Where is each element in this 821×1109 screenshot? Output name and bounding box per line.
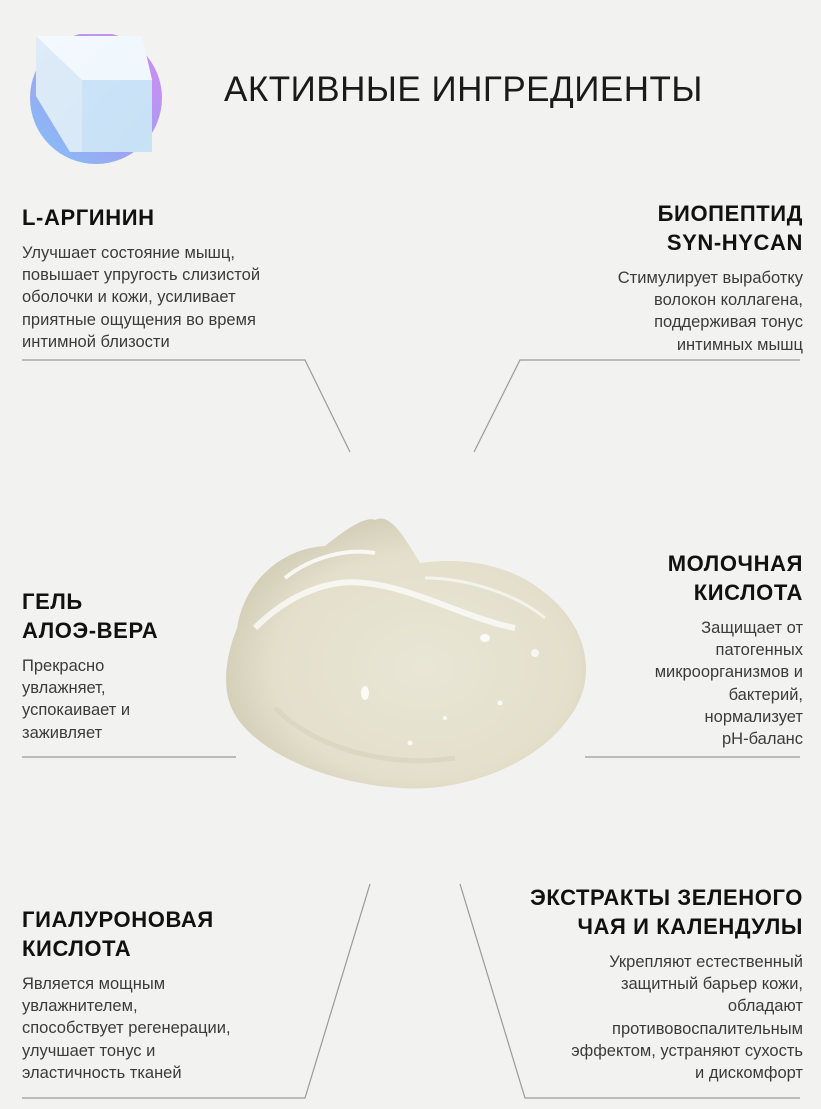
ingredient-description: Улучшает состояние мышц, повышает упругость слизистой оболочки и кожи, усиливает приятные ощущения во время интимной близости: [22, 244, 261, 351]
ingredient-heading: МОЛОЧНАЯ КИСЛОТА: [667, 551, 803, 605]
connector-line-l-arginine: [22, 360, 350, 452]
ingredient-description: Защищает от патогенных микроорганизмов и бактерий, нормализует pH-баланс: [654, 619, 803, 749]
ingredient-description: Является мощным увлажнителем, способствует регенерации, улучшает тонус и эластичность тканей: [22, 975, 231, 1082]
ingredient-lactic-acid: [543, 549, 803, 750]
ingredient-biopeptide: [503, 199, 803, 356]
ingredient-description: Укрепляют естественный защитный барьер кожи, обладают противовоспалительным эффектом, устраняют сухость и дискомфорт: [571, 953, 803, 1083]
page-title: АКТИВНЫЕ ИНГРЕДИЕНТЫ: [224, 70, 703, 109]
ingredient-heading: БИОПЕПТИД SYN-HYCAN: [657, 201, 803, 255]
ingredient-description: Прекрасно увлажняет, успокаивает и заживляет: [22, 657, 131, 742]
ingredient-aloe-vera: [22, 587, 242, 744]
brand-logo-icon: [22, 34, 164, 166]
ingredient-heading: ГИАЛУРОНОВАЯ КИСЛОТА: [22, 907, 214, 961]
ingredient-heading: ЭКСТРАКТЫ ЗЕЛЕНОГО ЧАЯ И КАЛЕНДУЛЫ: [530, 885, 803, 939]
ingredient-green-tea-calendula: [473, 883, 803, 1084]
ingredient-heading: L-АРГИНИН: [22, 205, 155, 230]
ingredient-heading: ГЕЛЬ АЛОЭ-ВЕРА: [22, 589, 159, 643]
ingredient-hyaluronic-acid: [22, 905, 322, 1084]
connector-line-biopeptide: [474, 360, 800, 452]
ingredient-l-arginine: [22, 203, 352, 353]
ingredient-description: Стимулирует выработку волокон коллагена, поддерживая тонус интимных мышц: [617, 269, 803, 354]
